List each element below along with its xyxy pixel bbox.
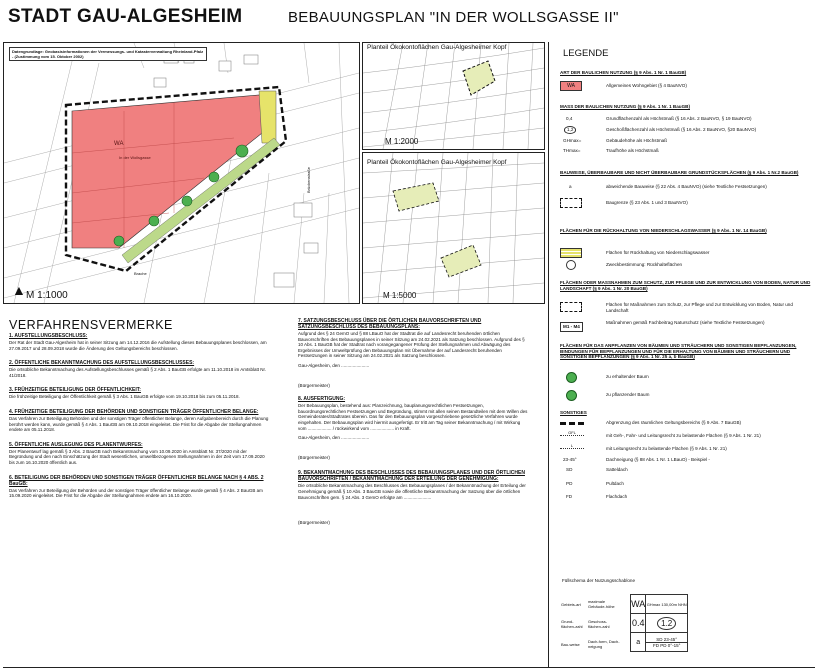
legend-sym: SD (566, 467, 573, 472)
place-date-line: Gau-Algesheim, den ...................... (298, 362, 370, 368)
planted-tree-icon (209, 172, 219, 182)
protection-area-symbol (560, 302, 582, 312)
legend-item-text: Traufhöhe als Höchstmaß (606, 148, 659, 153)
legend-item-text: abweichende Bauweise (§ 22 Abs. 4 BauNVO) (siehe Textliche Festsetzungen) (606, 184, 767, 189)
procedure-step: 5. ÖFFENTLICHE AUSLEGUNG DES PLANENTWURFES: Der Planentwurf lag gemäß § 3 Abs. 2 BauGB nach Bekanntmachung vom 10.09.2020 im Amtsblatt Nr. 37/2020 mit der Begründung und den nach Einschätzung der Stadt wesentlichen, umweltbezogenen Stellungnahmen in der Zeit vom 17.09.2020 bis zum 16.10.2020 öffentlich aus. (9, 441, 265, 465)
procedure-right-column (298, 318, 530, 526)
main-map-frame (3, 42, 360, 304)
legend-section-title: FLÄCHEN FÜR DIE RÜCKHALTUNG VON NIEDERSCHLAGSWASSER (§ 9 Abs. 1 Nr. 14 BauGB) (560, 228, 767, 233)
eco-map-top-drawing (363, 43, 544, 149)
procedure-step: 9. BEKANNTMACHUNG DES BESCHLUSSES DES BEBAUUNGSPLANES UND DER ÖRTLICHEN BAUVORSCHRIFTEN / BEKANNTMACHUNG DER ERTEILUNG DER GENEHMIGUNG: Die ortsübliche Bekanntmachung des Beschlusses des Bebauungsplanes / der Bekanntmachung der Erteilung der Genehmigung gemäß § 10 Abs. 3 BauGB sowie die öffentliche Bekanntmachung der Satzung über die örtlichen Bauvorschriften gem. § 24 Abs. 3 GemO erfolgte am ...................... (298, 470, 526, 500)
legend-section-title: MASS DER BAULICHEN NUTZUNG (§ 9 Abs. 1 Nr. 1 BauGB) (560, 104, 690, 109)
legend-item-text: Zweckbestimmung: Rückhalteflächen (606, 262, 683, 267)
legend-item-text: mit Leitungsrecht zu belastende Flächen (§ 9 Abs. 1 Nr. 21) (606, 446, 727, 451)
nutzschablone-left: Gebiets-art maximale Gebäude-höhe Grund-flächen-zahl Geschoss-flächen-zahl Bau-weise Dach-form, Dach-neigung (561, 599, 620, 649)
legend-item-text: Flächen für Rückhaltung von Niederschlagswasser (606, 250, 710, 255)
street-label: In der Wollsgasse (119, 155, 151, 160)
retention-symbol (560, 248, 582, 258)
legend-item-text: Grundflächenzahl als Höchstmaß (§ 16 Abs. 2 BauNVO, § 19 BauNVO) (606, 116, 752, 121)
wa-zone-label: WA (114, 141, 124, 147)
eco-map-bottom (362, 152, 545, 304)
gfl-symbol: GFL (560, 430, 584, 436)
legend-sym: GHmax= (563, 138, 582, 143)
tree-plant-icon (566, 390, 577, 401)
legend-sym: THmax= (563, 148, 581, 153)
wa-symbol: WA (560, 81, 582, 91)
procedure-step: 4. FRÜHZEITIGE BETEILIGUNG DER BEHÖRDEN UND SONSTIGEN TRÄGER ÖFFENTLICHER BELANGE: Das Verfahren zur Beteiligung Behörden und der sonstigen Träger öffentlicher Belange, deren Aufgabenbereich durch die Planung berührt werden kann, wurde gemäß § 4 Abs. 1 BauGB am 09.10.2018 eingeleitet. Die Frist für die Abgabe der Stellungnahmen endete am 05.11.2018. (9, 408, 269, 433)
legend-heading: LEGENDE (563, 48, 609, 59)
plan-subtitle: BEBAUUNGSPLAN "IN DER WOLLSGASSE II" (288, 9, 619, 26)
legend-item-text: Satteldach (606, 467, 628, 472)
scale-main: M 1:1000 (26, 290, 68, 301)
legend-section-title: ART DER BAULICHEN NUTZUNG (§ 9 Abs. 1 Nr. 1 BauGB) (560, 70, 687, 75)
mayor-signature: (Bürgermeister) (298, 520, 330, 526)
measure-symbol: M1 - M4 (560, 322, 583, 332)
legend-sym: 23-45° (563, 457, 577, 462)
procedure-step: 7. SATZUNGSBESCHLUSS ÜBER DIE ÖRTLICHEN BAUVORSCHRIFTEN UND SATZUNGSBESCHLUSS DES BEBAUUNGSPLANS: Aufgrund des § 24 GemO und § 88 LBauO hat der Stadtrat die auf Landesrecht beruhenden örtlichen Bauvorschriften des Bebauungsplanes in seiner Sitzung am 24.02.2021 als Satzung beschlossen. Aufgrund des § 10 Abs. 1 BauGB hat der Stadtrat nach vorangegangener Prüfung der Stellungnahmen und Abwägung des Ergebnisses der Umweltprüfung den Bebauungsplan mit Übernahme der auf Landesrecht beruhenden Festsetzungen in seiner Sitzung am 24.02.2021 als Satzung beschlossen. (298, 318, 525, 359)
mayor-signature: (Bürgermeister) (298, 382, 330, 388)
legend-item-text: Dachneigung (§ 88 Abs. 1 Nr. 1 LBauO) - Beispiel - (606, 457, 710, 462)
legend-item-text: Baugrenze (§ 23 Abs. 1 und 3 BauNVO) (606, 200, 688, 205)
north-arrow-icon: ▲ (12, 282, 26, 298)
eco-map-top-title: Planteil Ökokontoflächen Gau-Algesheimer Kopf (367, 44, 507, 51)
nutzschablone-title: Füllschema der Nutzungsschablone (562, 578, 636, 583)
divider (548, 42, 549, 667)
gfz-circle: 1.2 (657, 617, 676, 630)
legend-section-title: FLÄCHEN FÜR DAS ANPFLANZEN VON BÄUMEN UND STRÄUCHERN UND SONSTIGEN BEPFLANZUNGEN, BINDUNGEN FÜR BEPFLANZUNGEN UND FÜR DIE ERHALTUNG VON BÄUMEN UND STRÄUCHERN UND SONSTIGEN BEPFLANZUNGEN (§ 9 Abs. 1 Nr. 25 a, b BauGB) (560, 343, 797, 360)
legend-item-text: Gebäudehöhe als Höchstmaß (606, 138, 668, 143)
legend-section-title: SONSTIGES (560, 410, 587, 415)
procedure-step: 6. BETEILIGUNG DER BEHÖRDEN UND SONSTIGEN TRÄGER ÖFFENTLICHER BELANGE NACH § 4 ABS. 2 BauGB: Das Verfahren zur Beteiligung der Behörden und der sonstigen Träger öffentlicher Belange wurde gemäß § 4 Abs. 2 BauGB am 15.09.2020 eingeleitet. Die Frist für die Abgabe der Stellungnahmen endete am 16.10.2020. (9, 474, 264, 499)
street-label-brache: Brache (134, 271, 147, 276)
nutzschablone-right: WA GHmax 130,00m NHN 0.4 1.2 a SD 23-45° FD PD 0°-15° (630, 594, 688, 652)
legend-item-text: mit Geh-, Fahr- und Leitungsrecht zu belastende Flächen (§ 9 Abs. 1 Nr. 21) (606, 433, 761, 438)
procedure-heading: VERFAHRENSVERMERKE (9, 318, 173, 332)
tree-preserve-icon (566, 372, 577, 383)
legend-item-text: Abgrenzung des räumlichen Geltungsbereichs (§ 9 Abs. 7 BauGB) (606, 420, 742, 425)
eco-map-bottom-drawing (363, 153, 544, 303)
boundary-symbol (560, 422, 584, 428)
scale-top: M 1:2000 (385, 137, 419, 146)
procedure-step: 8. AUSFERTIGUNG: Der Bebauungsplan, bestehend aus: Planzeichnung, bauplanungsrechtlichen Festsetzungen, bauordnungsrechtlichen Festsetzungen und Begründung, stimmt mit allen seinen Bestandteilen mit dem Willen des Gemeinderates/Stadtrates überein. Das für den Bebauungsplan vorgeschriebene gesetzliche Verfahren wurde eingehalten. Der Bebauungsplan wird hiermit ausgefertigt. Er tritt am Tag seiner Bekanntmachung / mit Wirkung vom ................... / rückwirkend vom ................... in Kraft. (298, 396, 528, 431)
legend-item-text: Geschoßflächenzahl als Höchstmaß (§ 16 Abs. 2 BauNVO, §20 BauNVO) (606, 127, 757, 132)
baugrenze-symbol (560, 198, 582, 208)
legend-item-text: Maßnahmen gemäß Fachbeitrag Naturschutz (siehe Textliche Festsetzungen) (606, 320, 765, 325)
legend-item-text: Flächen für Maßnahmen zum Schutz, zur Pflege und zur Entwicklung von Boden, Natur und Landschaft (606, 302, 793, 313)
procedure-step: 1. AUFSTELLUNGSBESCHLUSS: Der Rat der Stadt Gau-Algesheim hat in seiner Sitzung am 14.12.2016 die Aufstellung dieses Bebauungsplanes beschlossen, am 27.09.2017 und 28.09.2018 wurde die Änderung des Geltungsbereichs beschlossen. (9, 333, 267, 351)
plan-city-title: STADT GAU-ALGESHEIM (8, 6, 243, 27)
procedure-step: 3. FRÜHZEITIGE BETEILIGUNG DER ÖFFENTLICHKEIT: Die frühzeitige Beteiligung der Öffentlichkeit gemäß § 3 Abs. 1 BauGB erfolgte vom 19.10.2018 bis zum 05.11.2018. (9, 387, 240, 400)
legend-section-title: FLÄCHEN ODER MASSNAHMEN ZUM SCHUTZ, ZUR PFLEGE UND ZUR ENTWICKLUNG VON BODEN, NATUR UND LANDSCHAFT (§ 9 Abs. 1 Nr. 20 BauGB) (560, 280, 811, 291)
legend-sym: a (569, 184, 572, 189)
scale-bottom: M 1:5000 (383, 291, 417, 300)
procedure-left-column (9, 333, 271, 508)
legend-item-text: zu pflanzender Baum (606, 392, 650, 397)
source-note: Datengrundlage: Geobasisinformationen der Vermessungs- und Katasterverwaltung Rheinland-Pfalz - (Zustimmung vom 15. Oktober 2002) (9, 47, 207, 61)
retention-purpose-icon (566, 260, 576, 270)
planted-tree-icon (149, 216, 159, 226)
legend-section-title: BAUWEISE, ÜBERBAUBARE UND NICHT ÜBERBAUBARE GRUNDSTÜCKSFLÄCHEN (§ 9 Abs. 1 Nr.2 BauGB) (560, 170, 799, 175)
legend-item-text: Allgemeines Wohngebiet (§ 4 BauNVO) (606, 83, 687, 88)
leitungsrecht-symbol: L (560, 443, 584, 449)
procedure-step: 2. ÖFFENTLICHE BEKANNTMACHUNG DES AUFSTELLUNGSBESCHLUSSES: Die ortsübliche Bekanntmachung des Aufstellungsbeschlusses gemäß § 2 Abs. 1 BauGB erfolgte am 11.10.2018 im Amtsblatt Nr. 41/2018. (9, 360, 267, 378)
legend-item-text: zu erhaltender Baum (606, 374, 649, 379)
planted-tree-icon (236, 145, 248, 157)
legend-sym: FD (566, 494, 573, 499)
place-date-line: Gau-Algesheim, den ...................... (298, 435, 370, 441)
legend-sym: 0,4 (566, 116, 573, 121)
planted-tree-icon (182, 196, 192, 206)
legend-sym: PD (566, 481, 573, 486)
divider (3, 667, 815, 668)
legend-item-text: Flachdach (606, 494, 628, 499)
gfz-symbol: 1,2 (564, 126, 576, 134)
street-label-brueckenstrasse: Brückenstraße (306, 166, 311, 193)
planted-tree-icon (114, 236, 124, 246)
eco-map-top (362, 42, 545, 150)
mayor-signature: (Bürgermeister) (298, 454, 330, 460)
legend-item-text: Pultdach (606, 481, 624, 486)
eco-map-bottom-title: Planteil Ökokontoflächen Gau-Algesheimer Kopf (367, 159, 507, 166)
